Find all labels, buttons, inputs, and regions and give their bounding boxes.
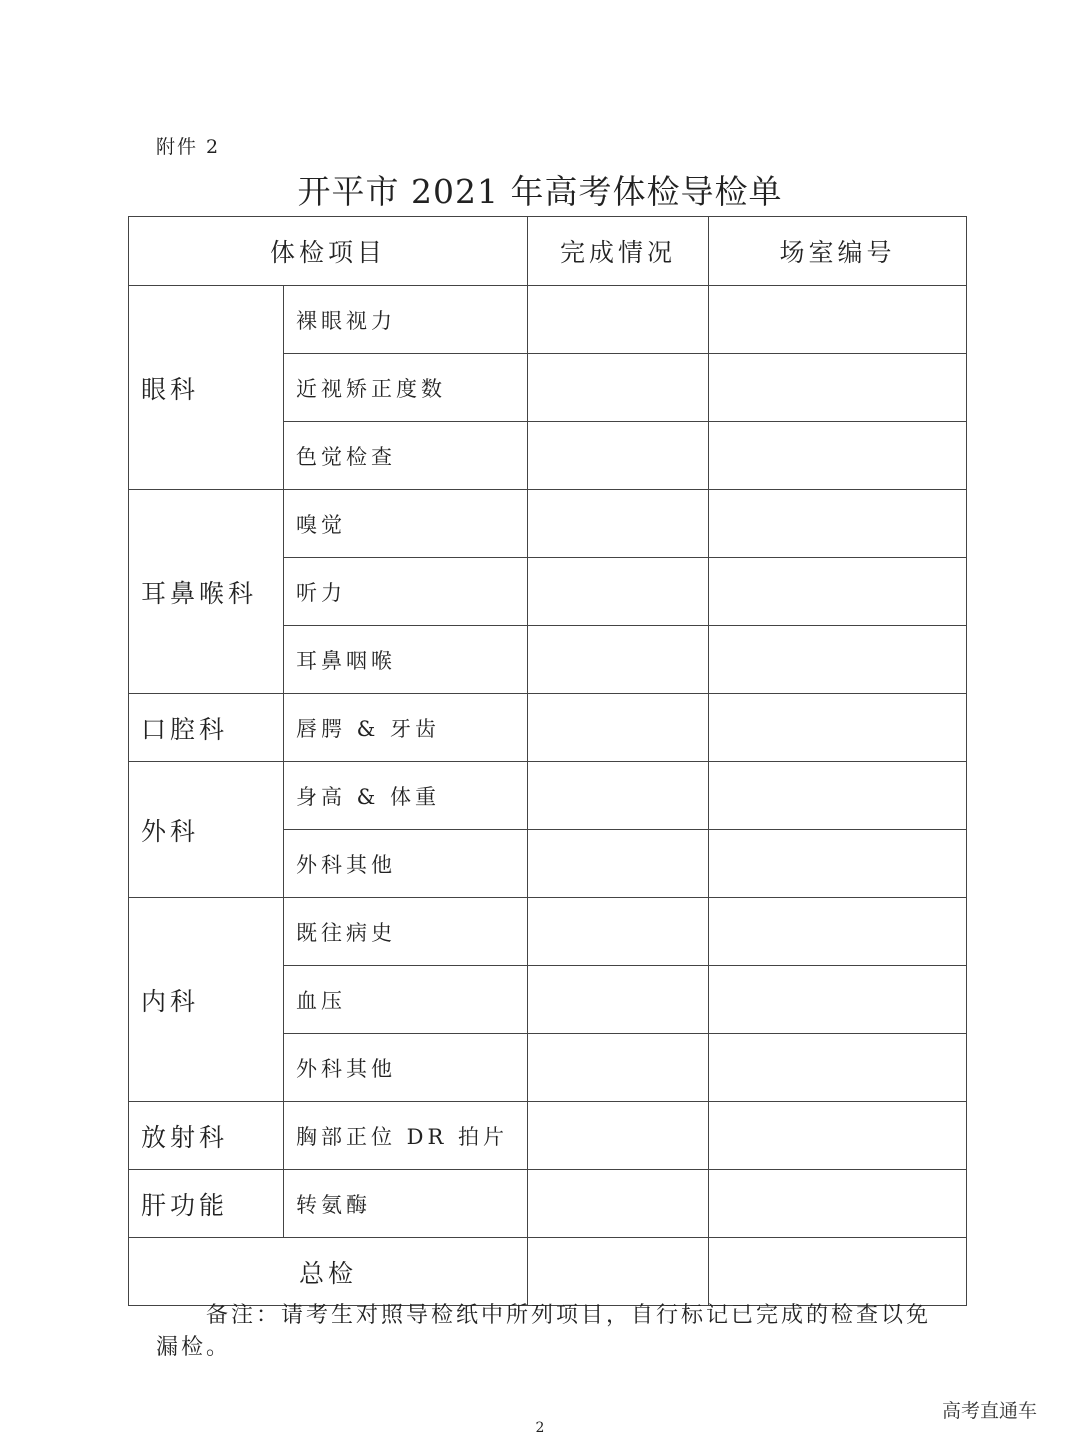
- dept-oral: 口腔科: [129, 694, 284, 762]
- total-label: 总检: [129, 1238, 528, 1306]
- attachment-label: 附件 2: [156, 136, 221, 158]
- room-cell[interactable]: [709, 762, 967, 830]
- item-cell: 胸部正位 DR 拍片: [284, 1102, 528, 1170]
- status-cell[interactable]: [528, 898, 709, 966]
- room-cell[interactable]: [709, 694, 967, 762]
- header-status: 完成情况: [528, 217, 709, 286]
- status-cell[interactable]: [528, 1102, 709, 1170]
- room-cell[interactable]: [709, 1102, 967, 1170]
- room-cell[interactable]: [709, 1034, 967, 1102]
- dept-liver: 肝功能: [129, 1170, 284, 1238]
- item-cell: 转氨酶: [284, 1170, 528, 1238]
- room-cell[interactable]: [709, 354, 967, 422]
- note-text: 备注：请考生对照导检纸中所列项目，自行标记已完成的检查以免漏检。: [156, 1303, 932, 1360]
- table-row: [129, 1102, 967, 1170]
- status-cell[interactable]: [528, 830, 709, 898]
- status-cell[interactable]: [528, 1034, 709, 1102]
- room-cell[interactable]: [709, 830, 967, 898]
- item-cell: 近视矫正度数: [284, 354, 528, 422]
- item-cell: 外科其他: [284, 1034, 528, 1102]
- item-cell: 嗅觉: [284, 490, 528, 558]
- room-cell[interactable]: [709, 1238, 967, 1306]
- item-cell: 色觉检查: [284, 422, 528, 490]
- status-cell[interactable]: [528, 286, 709, 354]
- dept-ent: 耳鼻喉科: [129, 490, 284, 694]
- status-cell[interactable]: [528, 626, 709, 694]
- status-cell[interactable]: [528, 1238, 709, 1306]
- item-cell: 既往病史: [284, 898, 528, 966]
- dept-internal: 内科: [129, 898, 284, 1102]
- item-cell: 血压: [284, 966, 528, 1034]
- watermark-label: 高考直通车: [942, 1400, 1038, 1422]
- header-room: 场室编号: [709, 217, 967, 286]
- table-row: [129, 898, 967, 966]
- status-cell[interactable]: [528, 762, 709, 830]
- item-cell: 唇腭 & 牙齿: [284, 694, 528, 762]
- room-cell[interactable]: [709, 966, 967, 1034]
- room-cell[interactable]: [709, 626, 967, 694]
- dept-surgery: 外科: [129, 762, 284, 898]
- status-cell[interactable]: [528, 1170, 709, 1238]
- dept-radiology: 放射科: [129, 1102, 284, 1170]
- table-header-row: [129, 217, 967, 286]
- table-row: [129, 762, 967, 830]
- table-row: [129, 286, 967, 354]
- dept-eye: 眼科: [129, 286, 284, 490]
- item-cell: 身高 & 体重: [284, 762, 528, 830]
- status-cell[interactable]: [528, 966, 709, 1034]
- room-cell[interactable]: [709, 286, 967, 354]
- header-project: 体检项目: [129, 217, 528, 286]
- item-cell: 裸眼视力: [284, 286, 528, 354]
- room-cell[interactable]: [709, 898, 967, 966]
- status-cell[interactable]: [528, 694, 709, 762]
- page-number: 2: [535, 1420, 545, 1436]
- status-cell[interactable]: [528, 422, 709, 490]
- room-cell[interactable]: [709, 558, 967, 626]
- room-cell[interactable]: [709, 490, 967, 558]
- item-cell: 耳鼻咽喉: [284, 626, 528, 694]
- table-row: [129, 1170, 967, 1238]
- status-cell[interactable]: [528, 558, 709, 626]
- item-cell: 听力: [284, 558, 528, 626]
- checkup-guide-table: [128, 216, 967, 1306]
- table-row: [129, 694, 967, 762]
- table-row-total: [129, 1238, 967, 1306]
- room-cell[interactable]: [709, 1170, 967, 1238]
- room-cell[interactable]: [709, 422, 967, 490]
- status-cell[interactable]: [528, 490, 709, 558]
- table-row: [129, 490, 967, 558]
- status-cell[interactable]: [528, 354, 709, 422]
- item-cell: 外科其他: [284, 830, 528, 898]
- page-title: 开平市 2021 年高考体检导检单: [297, 172, 783, 211]
